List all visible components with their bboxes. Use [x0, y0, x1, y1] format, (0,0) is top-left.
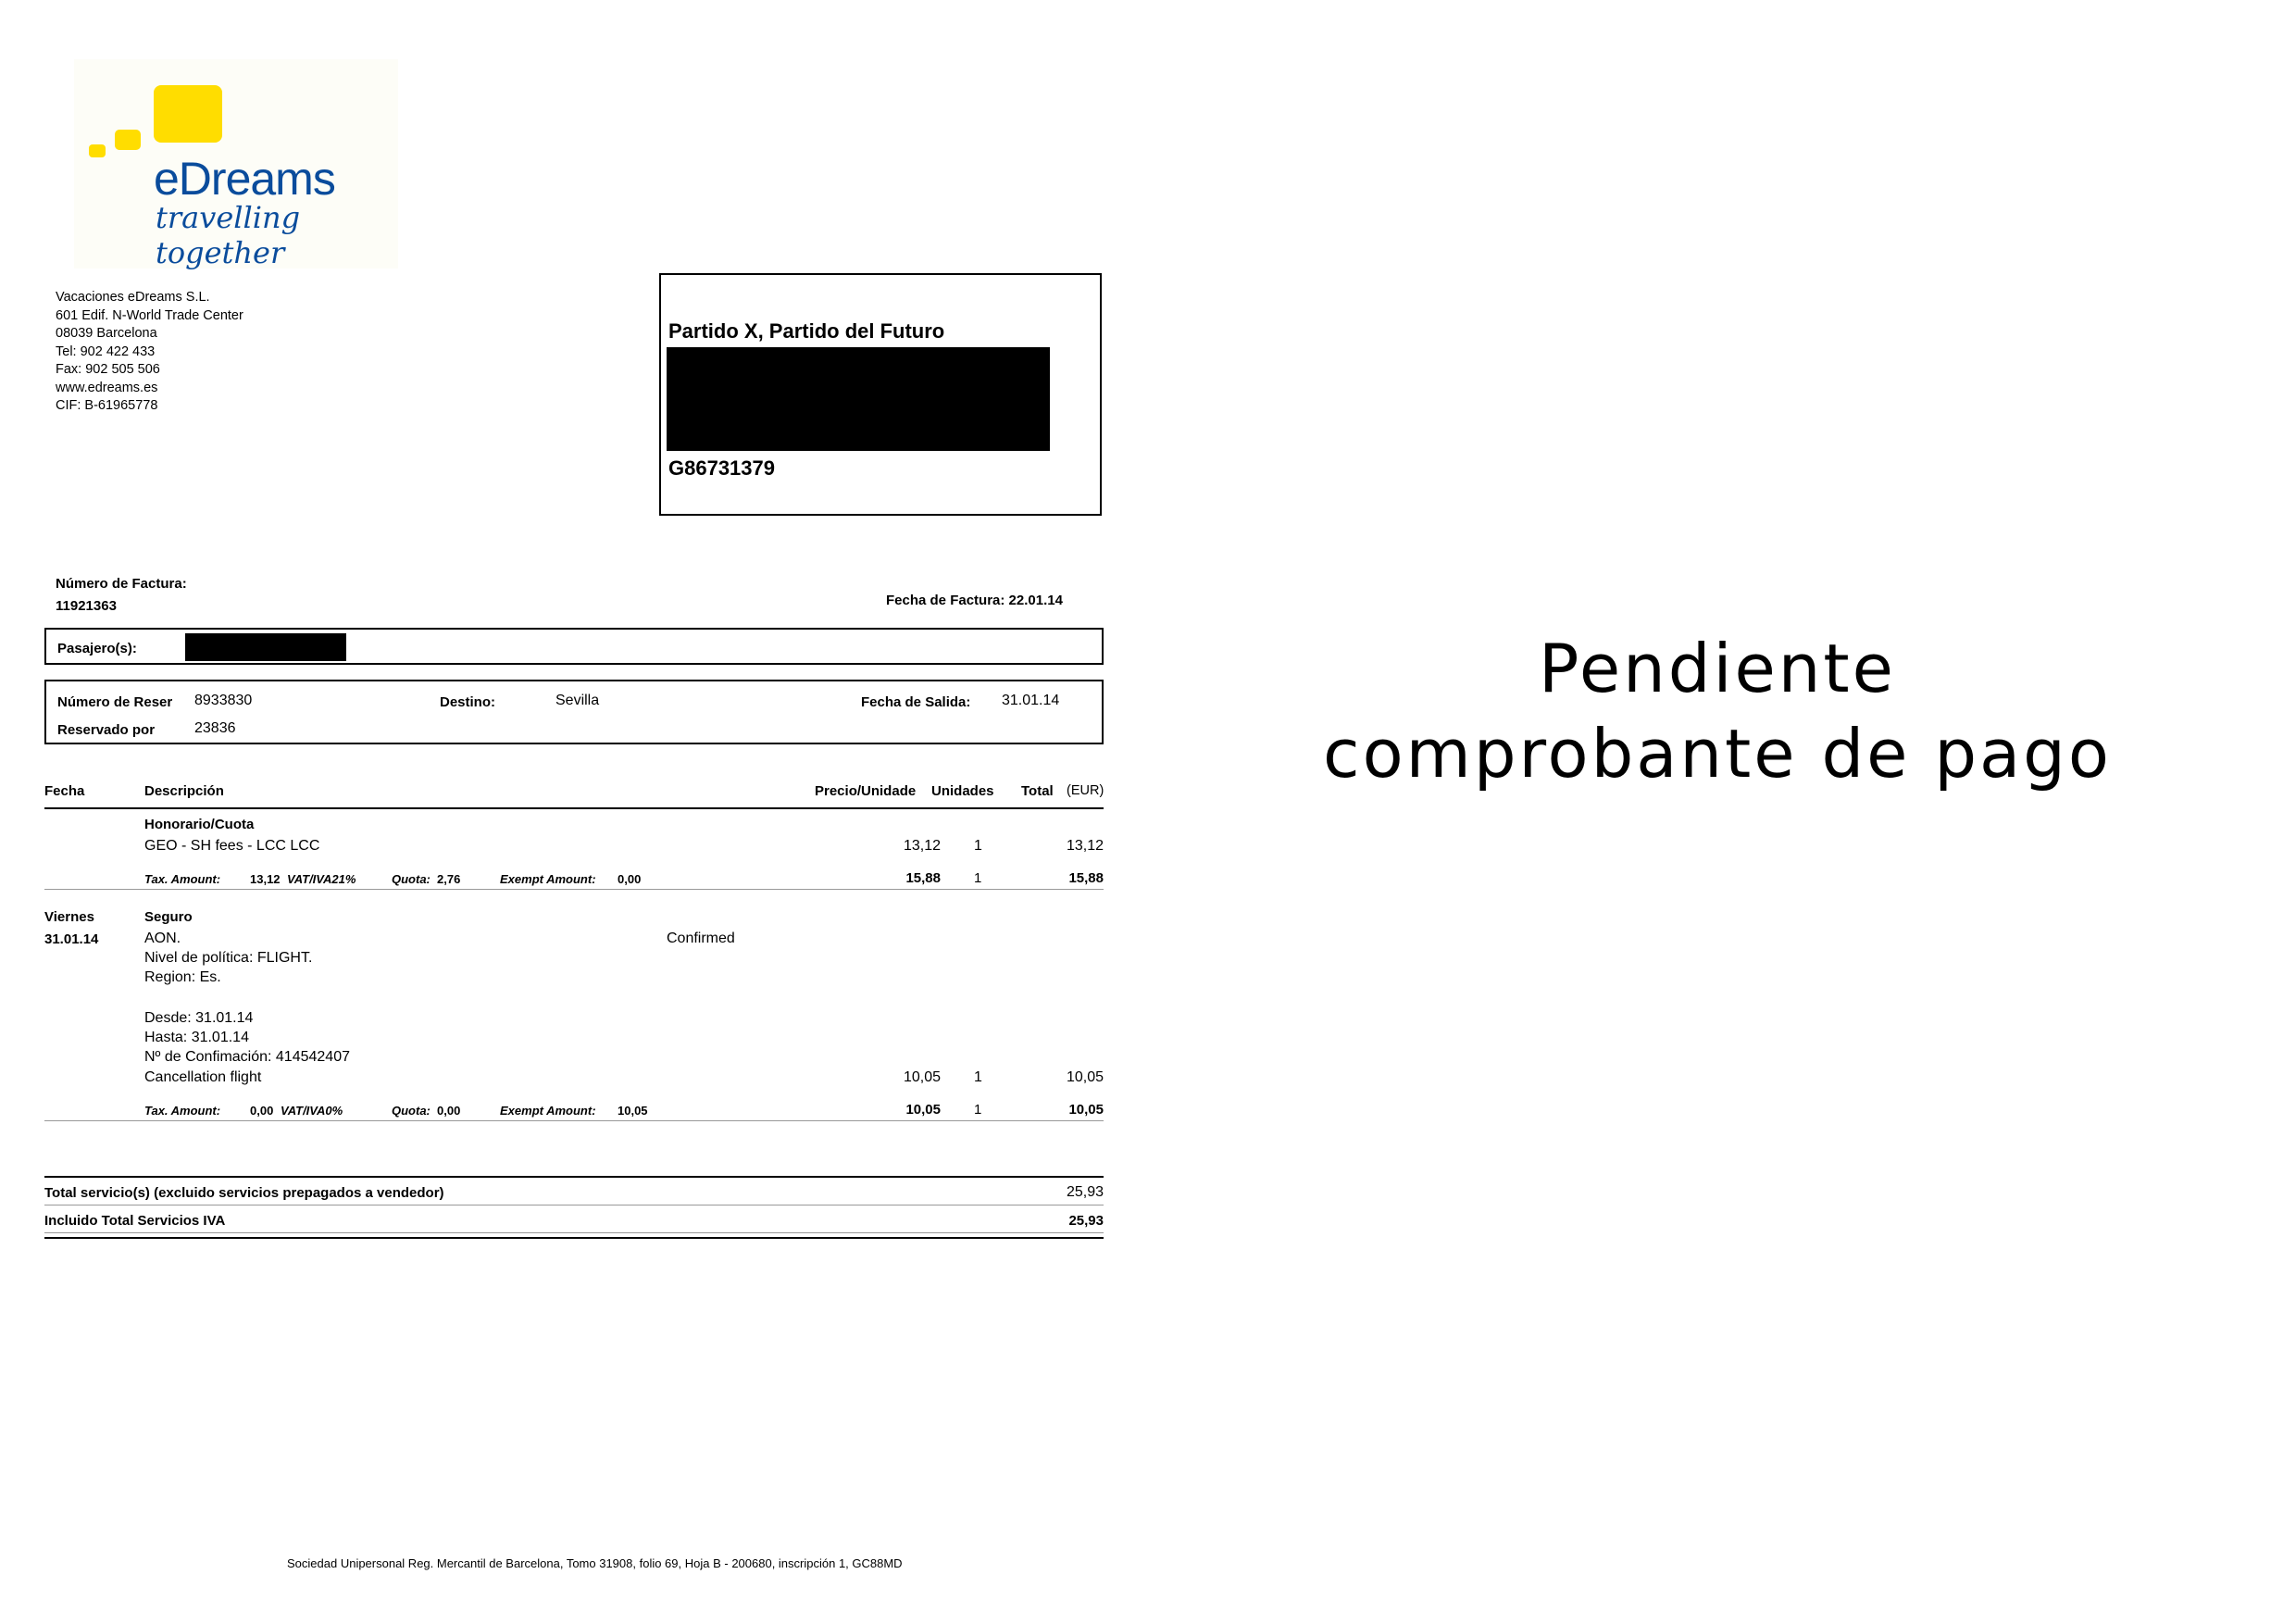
- company-line: 08039 Barcelona: [56, 326, 157, 341]
- col-currency: (EUR): [1067, 783, 1104, 798]
- pending-payment-note: [1204, 626, 2231, 796]
- logo-wordmark: eDreams: [154, 153, 335, 205]
- totals-rule-top: [44, 1176, 1104, 1178]
- service-date: 31.01.14: [44, 931, 99, 947]
- fee-gross-units: 1: [974, 870, 982, 886]
- booked-by-label: Reservado por: [57, 722, 156, 738]
- redacted-address: [667, 347, 1050, 451]
- tax-amount-label: Tax. Amount:: [144, 1104, 221, 1118]
- insurance-gross-price: 10,05: [905, 1102, 941, 1118]
- insurance-unit-price: 10,05: [903, 1069, 941, 1085]
- exempt-label: Exempt Amount:: [500, 1104, 596, 1118]
- logo-square-large: [154, 85, 222, 143]
- exempt-amount: 10,05: [618, 1104, 648, 1118]
- fee-units: 1: [974, 838, 982, 854]
- pending-line-1: Pendiente: [1539, 630, 1896, 707]
- company-line: www.edreams.es: [56, 380, 158, 395]
- logo-square-medium: [115, 130, 141, 150]
- insurance-item: Cancellation flight: [144, 1069, 262, 1085]
- totals-rule-thin: [44, 1232, 1104, 1233]
- company-line: Tel: 902 422 433: [56, 344, 156, 359]
- tax-amount-label: Tax. Amount:: [144, 872, 221, 886]
- insurance-from: Desde: 31.01.14: [144, 1010, 254, 1026]
- services-total: 25,93: [1066, 1184, 1104, 1200]
- booking-box: [44, 680, 1104, 744]
- passengers-box: [44, 628, 1104, 665]
- redacted-passenger: [185, 633, 346, 661]
- recipient-cif: G86731379: [668, 456, 775, 480]
- vat-total: 25,93: [1068, 1213, 1104, 1229]
- col-description: Descripción: [144, 783, 224, 799]
- vat-total-label: Incluido Total Servicios IVA: [44, 1213, 226, 1229]
- recipient-box: [659, 273, 1102, 516]
- service-day: Viernes: [44, 909, 94, 925]
- section-rule: [44, 1120, 1104, 1121]
- booking-ref: 8933830: [194, 693, 253, 708]
- company-line: 601 Edif. N-World Trade Center: [56, 307, 243, 323]
- recipient-name: Partido X, Partido del Futuro: [668, 319, 945, 343]
- fee-item: GEO - SH fees - LCC LCC: [144, 838, 320, 854]
- invoice-number-label: Número de Factura:: [56, 576, 187, 592]
- fee-unit-price: 13,12: [903, 838, 941, 854]
- company-address: [56, 289, 243, 416]
- insurance-provider: AON.: [144, 931, 181, 946]
- destination: Sevilla: [555, 693, 600, 708]
- company-line: CIF: B-61965778: [56, 398, 158, 413]
- fee-total: 13,12: [1066, 838, 1104, 854]
- passengers-label: Pasajero(s):: [57, 641, 137, 656]
- header-rule: [44, 807, 1104, 809]
- quota: 2,76: [437, 872, 461, 886]
- logo-tagline: travelling together: [156, 200, 301, 270]
- col-units: Unidades: [931, 783, 994, 799]
- insurance-confirmation: Nº de Confimación: 414542407: [144, 1049, 350, 1065]
- tax-amount: 13,12: [250, 872, 281, 886]
- vat-label: VAT/IVA21%: [287, 872, 356, 886]
- section-rule: [44, 889, 1104, 890]
- insurance-region: Region: Es.: [144, 969, 221, 985]
- insurance-total: 10,05: [1066, 1069, 1104, 1085]
- insurance-units: 1: [974, 1069, 982, 1085]
- insurance-gross-units: 1: [974, 1102, 982, 1118]
- departure-label: Fecha de Salida:: [861, 694, 971, 710]
- col-date: Fecha: [44, 783, 85, 799]
- destination-label: Destino:: [440, 694, 495, 710]
- logo-square-small: [89, 144, 106, 157]
- insurance-to: Hasta: 31.01.14: [144, 1030, 249, 1045]
- quota-label: Quota:: [392, 1104, 430, 1118]
- fee-gross-total: 15,88: [1068, 870, 1104, 886]
- section-fees-title: Honorario/Cuota: [144, 817, 255, 832]
- exempt-label: Exempt Amount:: [500, 872, 596, 886]
- totals-rule-bottom: [44, 1237, 1104, 1239]
- invoice-date: [886, 593, 1063, 608]
- section-insurance-title: Seguro: [144, 909, 193, 925]
- booked-by: 23836: [194, 720, 236, 736]
- services-total-label: Total servicio(s) (excluido servicios prepagados a vendedor): [44, 1185, 444, 1201]
- company-line: Vacaciones eDreams S.L.: [56, 290, 210, 305]
- edreams-logo: [74, 59, 398, 269]
- invoice-date-value: 22.01.14: [1008, 593, 1063, 608]
- pending-line-2: comprobante de pago: [1323, 715, 2112, 793]
- company-line: Fax: 902 505 506: [56, 362, 160, 377]
- tax-amount: 0,00: [250, 1104, 274, 1118]
- insurance-gross-total: 10,05: [1068, 1102, 1104, 1118]
- legal-footer: Sociedad Unipersonal Reg. Mercantil de Barcelona, Tomo 31908, folio 69, Hoja B - 200680, inscripción 1, GC88MD: [287, 1556, 903, 1570]
- invoice-number: 11921363: [56, 598, 117, 614]
- insurance-status: Confirmed: [667, 931, 735, 946]
- exempt-amount: 0,00: [618, 872, 642, 886]
- col-total: Total: [1021, 783, 1054, 799]
- booking-ref-label: Número de Reser: [57, 694, 173, 710]
- totals-rule-mid: [44, 1205, 1104, 1206]
- col-unit-price: Precio/Unidade: [815, 783, 917, 799]
- fee-gross-price: 15,88: [905, 870, 941, 886]
- quota: 0,00: [437, 1104, 461, 1118]
- departure-date: 31.01.14: [1002, 693, 1060, 708]
- vat-label: VAT/IVA0%: [281, 1104, 343, 1118]
- invoice-date-label: Fecha de Factura:: [886, 593, 1005, 608]
- quota-label: Quota:: [392, 872, 430, 886]
- insurance-policy: Nivel de política: FLIGHT.: [144, 950, 313, 966]
